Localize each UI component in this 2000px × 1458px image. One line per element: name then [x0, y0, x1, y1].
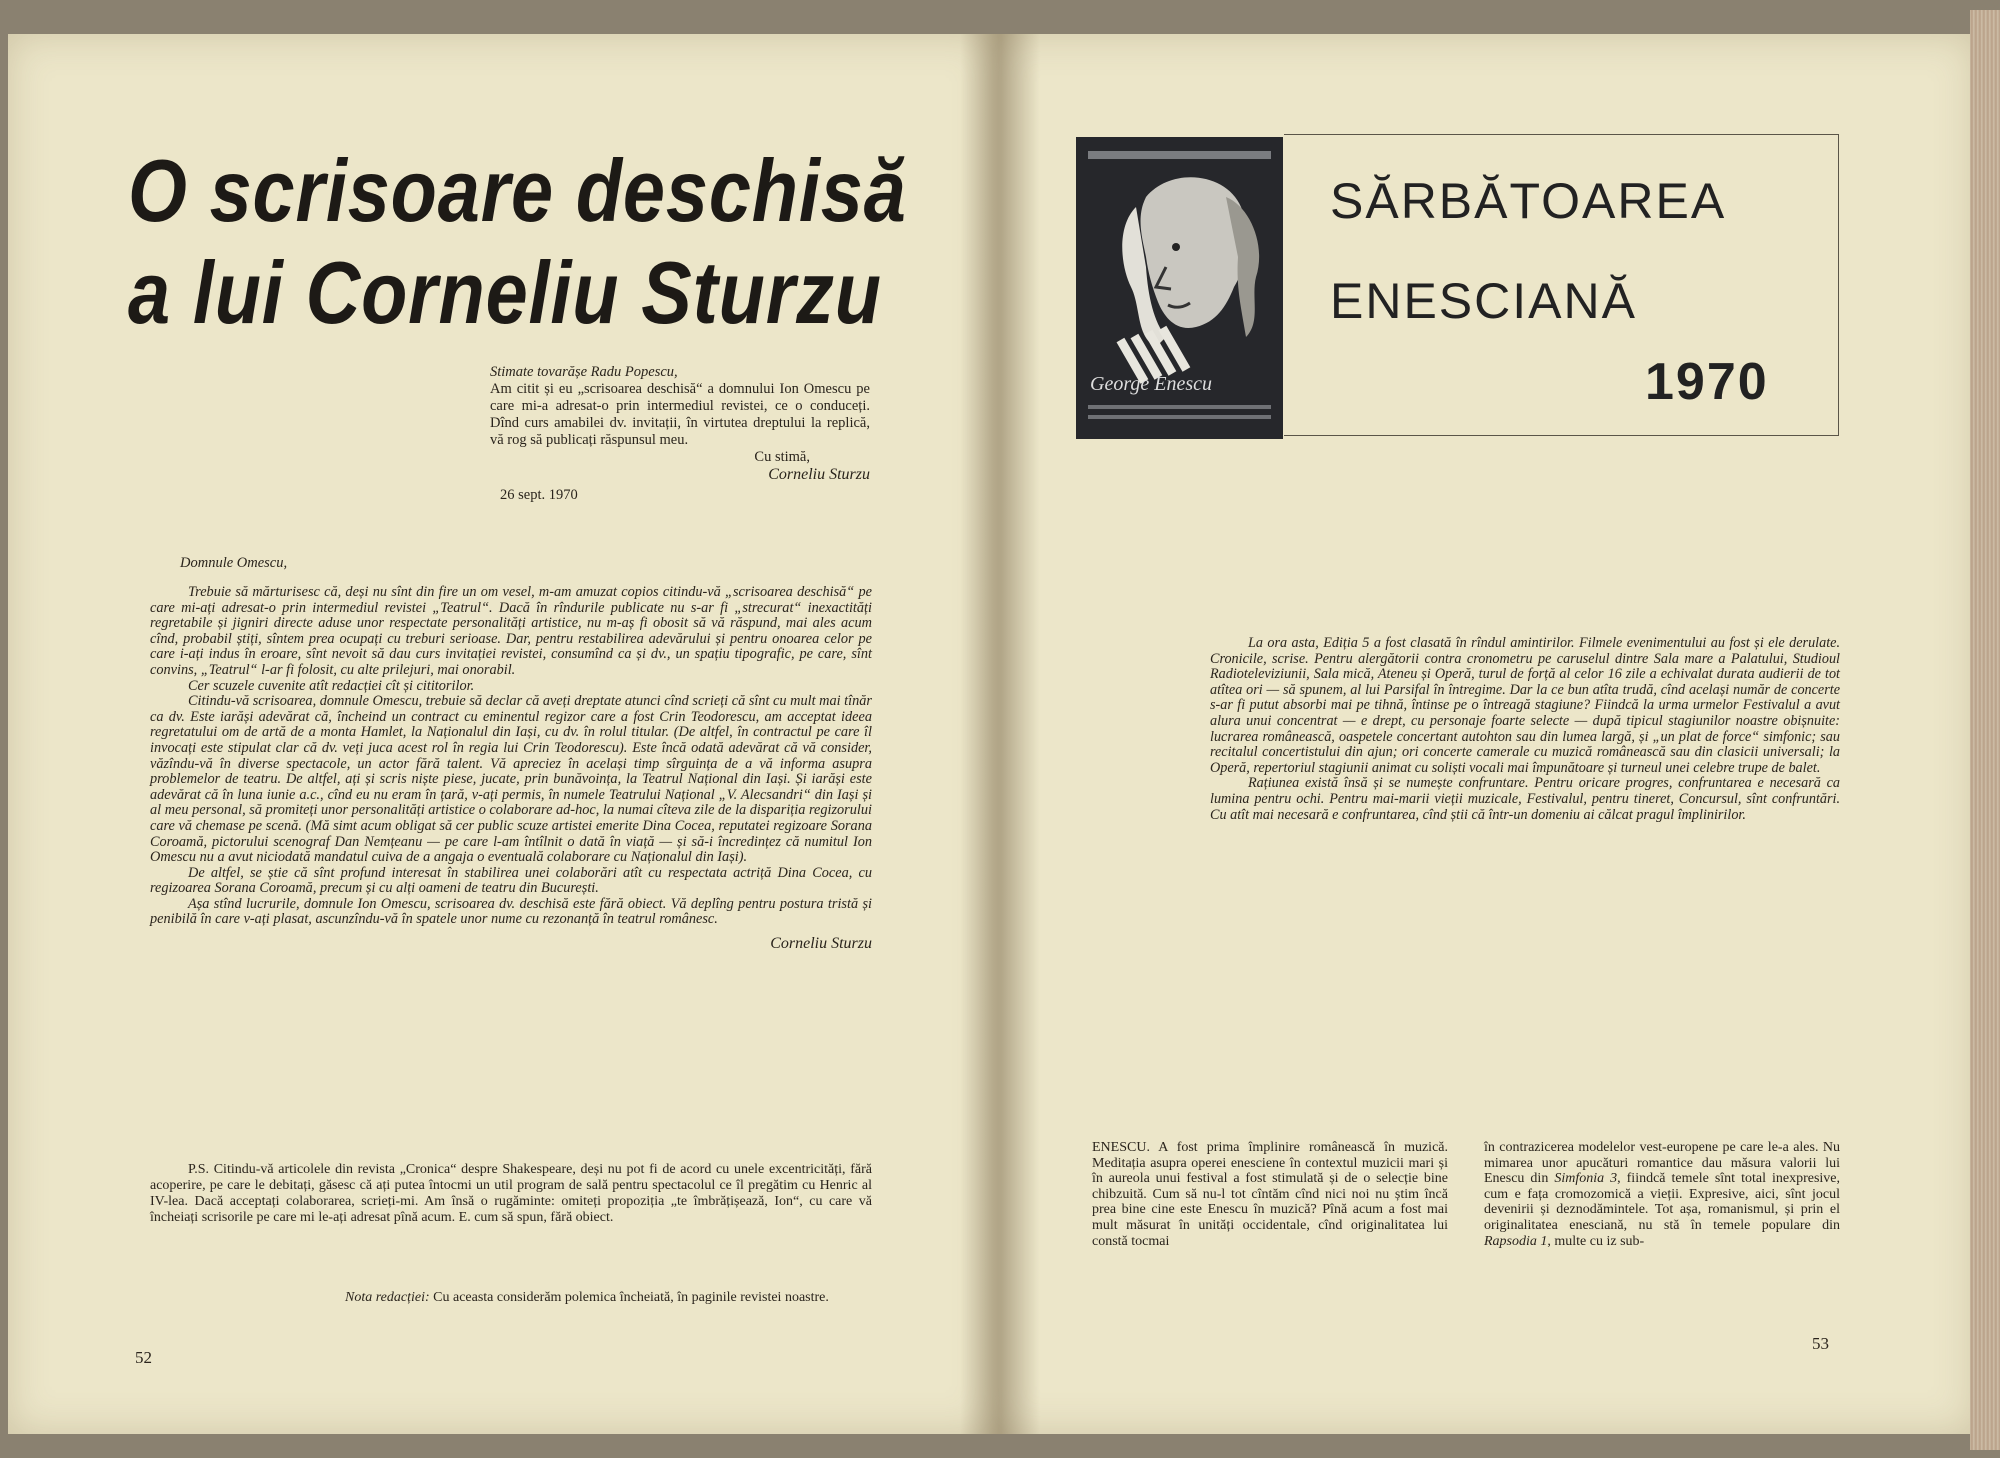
letter-signature: Corneliu Sturzu: [770, 935, 872, 953]
postscript-text: P.S. Citindu-vă articolele din revista „Cronica“ despre Shakespeare, deși nu pot fi de acord cu unele excentricități, fără acoperire, pe care le debitați, găsesc că ați putea întocmi un util program de sală pentru spectacolul ce îl pregătim cu Henric al IV-lea. Dacă acceptați colaborarea, scrieți-mi. Am însă o rugăminte: omiteți propoziția „te îmbrățișează, Ion“, cu care vă încheiați scrisorile pe care mi le-ați adresat pînă acum. E. cum să spun, fără obiect.: [150, 1162, 872, 1225]
intro-closing: Cu stimă,: [754, 449, 810, 465]
poster-signature: George Enescu: [1090, 373, 1212, 395]
paragraph: Rațiunea există însă și se numește confruntare. Pentru oricare progres, confruntarea e necesară ca lumina pentru ochi. Pentru mai-marii vieții muzicale, Festivalul, pentru tineret, Concursul, sînt confruntări. Cu atît mai necesară e confruntarea, cînd știi că într-un domeniu ai călcat pragul împlinirilor.: [1210, 775, 1840, 823]
column-2: [1484, 1140, 1840, 1249]
column-2-text: , fiindcă temele sînt total inexpresive, cum e fața cromozomică a vieții. Expresive, aici, sînt jocul devenirii și deznodămintele. Tot așa, romanismul, și prin el originalitatea enesciană, nu stă în temele populare din: [1484, 1171, 1841, 1233]
paragraph: Așa stînd lucrurile, domnule Ion Omescu, scrisoarea dv. deschisă este fără obiect. Vă deplîng pentru postura tristă și penibilă în care v-ați plasat, ascunzîndu-vă în spatele unor nume cu rezonanță în teatrul românesc.: [150, 895, 872, 928]
right-title-line-2: ENESCIANĂ: [1330, 273, 1637, 329]
editorial-note: [345, 1290, 872, 1306]
left-article-title: [128, 140, 907, 344]
paragraph: Cer scuzele cuvenite atît redacției cît și cititorilor.: [188, 677, 475, 694]
page-number-right: 53: [1812, 1334, 1829, 1353]
intro-letter: [490, 364, 870, 504]
column-2-text: în contrazicerea modelelor vest-europene pe care le-a ales. Nu mimarea unor apucături romantice dau măsura valorii lui Enescu din: [1484, 1140, 1840, 1187]
right-title-year: 1970: [1645, 353, 1769, 411]
intro-salutation: Stimate tovarășe Radu Popescu,: [490, 364, 678, 380]
page-number-left: 52: [135, 1348, 152, 1367]
editorial-note-text: Cu aceasta considerăm polemica încheiată, în paginile revistei noastre.: [429, 1290, 829, 1305]
column-2-italic: Simfonia 3: [1554, 1171, 1618, 1187]
column-2-text: , multe cu iz sub-: [1547, 1233, 1645, 1249]
editorial-note-label: Nota redacției:: [345, 1290, 430, 1305]
letter-addressee: Domnule Omescu,: [180, 555, 288, 571]
column-2-italic: Rapsodia 1: [1484, 1233, 1548, 1249]
paragraph: Citindu-vă scrisoarea, domnule Omescu, trebuie să declar că aveți dreptate atunci cînd scrieți că sînt cu mult mai tînăr ca dv. Este iarăși adevărat că, încheind un contract cu eminentul regizor care a fost Crin Teodorescu, am acceptat ideea regretatului om de artă de a monta Hamlet, la Naționalul din Iași, cu dv. în rolul titular. (De altfel, în contractul pe care îl invocați este stipulat clar că dv. veți juca acest rol în regia lui Crin Teodorescu). Este încă odată adevărat că vă consider, văzîndu-vă în diverse spectacole, un actor fără talent. Vă apreciez în același timp sîrguința de a vă informa asupra problemelor de teatru. De altfel, ați și scris niște piese, jucate, prin bunăvoința, la Teatrul Național din Iași. Și iarăși este adevărat că în luna iunie a.c., cînd eu nu eram în țară, v-ați permis, în numele Teatrului Național „V. Alecsandri“ din Iași și al meu personal, să promiteți unor personalități artistice o colaborare ad-hoc, la numai cîteva zile de la dispariția regizorului care vă chemase pe scenă. (Mă simt acum obligat să cer public scuze artistei emerite Dina Cocea, reputatei regizoare Sorana Coroamă, pictorului scenograf Dan Nemțeanu — pe care l-am întîlnit o dată în viață — și să-i încredințez că numitul Ion Omescu nu a avut niciodată mandatul cuiva de a angaja o eventuală colaborare cu Naționalul din Iași).: [150, 693, 872, 866]
title-line-1: O scrisoare deschisă: [128, 141, 907, 240]
paragraph: La ora asta, Ediția 5 a fost clasată în rîndul amintirilor. Filmele evenimentului au fost și ele derulate. Cronicile, scrise. Pentru alergătorii contra cronometru pe caruselul dintre Sala mare a Palatului, Studioul Radioteleviziunii, Sala mică, Ateneu și Operă, turul de forță al celor 16 zile a echivalat durata audierii de tot atîtea ori — să spunem, al lui Parsifal în întregime. Dar la ce bun atîta trudă, cînd același număr de concerte s-ar fi putut absorbi mai pe tihnă, întinse pe o întreagă stagiune? Fiindcă la urma urmelor Festivalul a avut alura unui concentrat — e drept, cu personaje foarte selecte — după tipicul stagiunilor noastre obișnuite: lucrarea românească, oaspetele concertant autohton sau din lumea largă, și „un plat de force“ simfonic; sau recitalul concertistului din ajun; ori concerte camerale cu muzică românească sau din clasicii universali; la Operă, repertoriul stagiunii animat cu soliști vocali mai împunătoare și turneul unei celebre trupe de balet.: [1210, 635, 1840, 776]
enescu-poster: [1076, 137, 1283, 439]
intro-signature: Corneliu Sturzu: [768, 466, 870, 483]
right-title-line-1: SĂRBĂTOAREA: [1330, 173, 1727, 229]
page-edges: [1970, 10, 2000, 1450]
intro-text: Am citit și eu „scrisoarea deschisă“ a domnului Ion Omescu pe care mi-a adresat-o prin intermediul revistei, ce o conduceți. Dînd curs amabilei dv. invitații, în virtutea dreptului la replică, vă rog să publicați răspunsul meu.: [490, 381, 870, 448]
paragraph: Trebuie să mărturisesc că, deși nu sînt din fire un om vesel, m-am amuzat copios citindu-vă „scrisoarea deschisă“ pe care mi-ați adresat-o prin intermediul revistei „Teatrul“. Dacă în rîndurile publicate nu s-ar fi „strecurat“ inexactități regretabile și jigniri directe aduse unor respectate personalități artistice, nu m-aș fi obosit să vă răspund, mai ales acum cînd, probabil știți, sîntem prea ocupați cu treburi serioase. Dar, pentru restabilirea adevărului și pentru onoarea celor pe care i-ați indus în eroare, sînt nevoit să dau curs invitației revistei, consumînd ca și dv., un spațiu tipografic, pe care, sînt convins, „Teatrul“ l-ar fi folosit, cu alte prilejuri, mai onorabil.: [150, 584, 872, 678]
two-column-text: [1092, 1140, 1840, 1249]
letter-body: [150, 585, 872, 952]
festival-intro: [1210, 636, 1840, 823]
postscript: [150, 1162, 872, 1226]
paragraph: De altfel, se știe că sînt profund interesat în stabilirea unei colaborări atît cu respectata actriță Dina Cocea, cu regizoarea Sorana Coroamă, precum și cu alți oameni de teatru din București.: [150, 864, 872, 897]
column-1: ENESCU. A fost prima împlinire românească în muzică. Meditația asupra operei enesciene în contextul muzicii mari și în aureola unui festival a fost stimulată și de o selecție bine chibzuită. Cum să nu-l tot cîntăm cînd nici noi nu știm încă prea bine cine este Enescu în muzică? Pînă acum a fost mai mult măsurat în unități occidentale, cînd originalitatea lui constă tocmai: [1092, 1140, 1448, 1249]
title-line-2: a lui Corneliu Sturzu: [128, 243, 882, 342]
intro-date: 26 sept. 1970: [500, 487, 578, 503]
